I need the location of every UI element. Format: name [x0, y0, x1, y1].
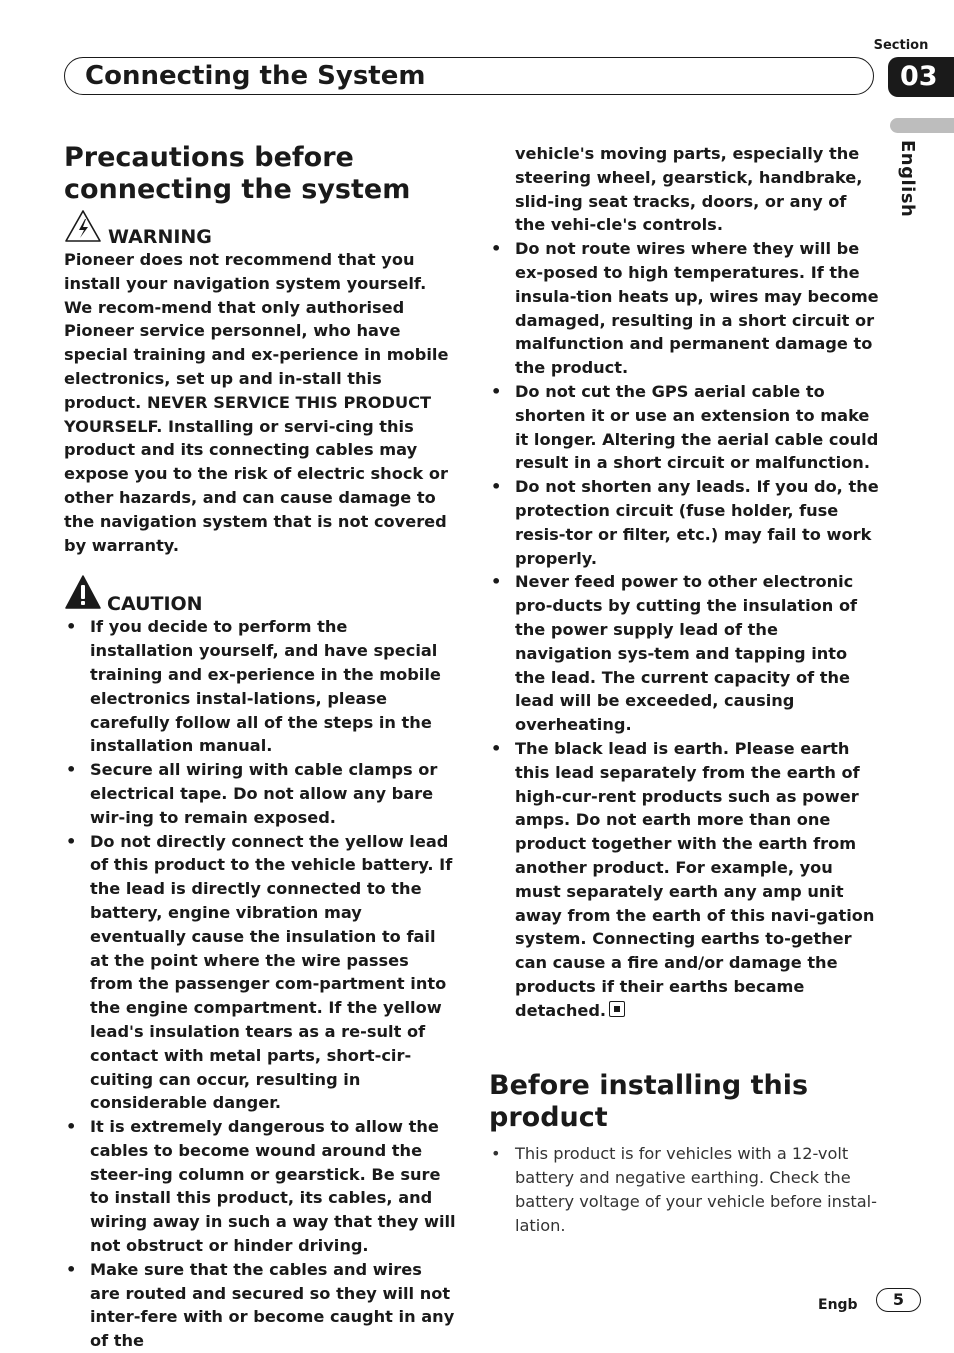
list-item [489, 737, 879, 1023]
precautions-heading: Precautions before connecting the system [64, 142, 411, 205]
warning-text-2: Installing or servi-cing this product and its connecting cables may expose you to the risk of electric shock or other hazards, and can cause damage to the navigation system that is not covered by warranty. [64, 416, 448, 555]
list-item-text: The black lead is earth. Please earth this lead separately from the earth of high-cur-rent products such as power amps. Do not earth more than one product together with the earth from another product. For example, you must separately earth any amp unit away from the earth of this navi-gation system. Connecting earths to-gether can cause a fire and/or damage the products if their earths became detached. [515, 738, 875, 1020]
language-tab [890, 118, 954, 133]
list-item: • Do not directly connect the yellow lead of this product to the vehicle battery. If the lead is directly connected to the battery, engine vibration may eventually cause the insulation to fail at the point where the wire passes from the passenger com-partment into the engine compartment. If the yellow lead's insulation tears as a re-sult of contact with metal parts, short-cir-cuiting can occur, resulting in considerable danger. [64, 830, 456, 1116]
list-item: • Do not route wires where they will be ex-posed to high temperatures. If the insula-tion heats up, wires may become damaged, resulting in a short circuit or malfunction and permanent damage to the product. [489, 237, 879, 380]
continued-item-text: vehicle's moving parts, especially the steering wheel, gearstick, handbrake, slid-ing seat tracks, doors, or any of the vehi-cle's controls. [515, 144, 863, 235]
warning-label: WARNING [108, 226, 212, 248]
footer-language-code: Engb [818, 1297, 858, 1313]
language-label: English [897, 140, 918, 218]
before-installing-list [489, 1142, 879, 1237]
warning-paragraph [64, 248, 456, 557]
list-item: • Never feed power to other electronic pro-ducts by cutting the insulation of the power supply lead of the navigation sys-tem and tapping into the lead. The current capacity of the lead will be exceeded, causing overheating. [489, 570, 879, 737]
before-installing-heading: Before installing this product [489, 1070, 809, 1134]
right-column [489, 142, 879, 1238]
caution-list [64, 615, 456, 1353]
caution-list-continued [489, 237, 879, 1022]
warning-high-voltage-icon [64, 209, 102, 248]
caution-exclamation-icon [64, 574, 102, 615]
page-number: 5 [876, 1288, 921, 1312]
chapter-header [64, 57, 874, 95]
list-item: • Do not shorten any leads. If you do, the protection circuit (fuse holder, fuse resis-tor or filter, etc.) may fail to work properly. [489, 475, 879, 570]
list-item: • This product is for vehicles with a 12-volt battery and negative earthing. Check the battery voltage of your vehicle before instal-lation. [489, 1142, 879, 1237]
section-number-tab: 03 [888, 57, 954, 97]
warning-heading [64, 212, 456, 248]
chapter-title: Connecting the System [85, 61, 426, 91]
caution-label: CAUTION [107, 593, 203, 616]
list-item: • If you decide to perform the installation yourself, and have special training and ex-perience in the mobile electronics instal-lations, please carefully follow all of the steps in the installation manual. [64, 615, 456, 758]
caution-heading [64, 577, 456, 615]
end-of-section-icon [609, 1001, 625, 1017]
list-item: • It is extremely dangerous to allow the cables to become wound around the steer-ing column or gearstick. Be sure to install this product, its cables, and wiring away in such a way that they will not obstruct or hinder driving. [64, 1115, 456, 1258]
warning-emphasis: NEVER SERVICE THIS PRODUCT YOURSELF. [64, 392, 432, 436]
left-column [64, 142, 456, 1353]
warning-text-1: Pioneer does not recommend that you install your navigation system yourself. We recom-mend that only authorised Pioneer service personnel, who have special training and ex-perience in mobile electronics, set up and in-stall this product. [64, 250, 449, 412]
section-label: Section [873, 38, 929, 53]
list-item: • Make sure that the cables and wires are routed and secured so they will not inter-fere with or become caught in any of the [64, 1258, 456, 1353]
list-item: • Do not cut the GPS aerial cable to shorten it or use an extension to make it longer. Altering the aerial cable could result in a short circuit or malfunction. [489, 380, 879, 475]
list-item: • Secure all wiring with cable clamps or electrical tape. Do not allow any bare wir-ing to remain exposed. [64, 758, 456, 829]
